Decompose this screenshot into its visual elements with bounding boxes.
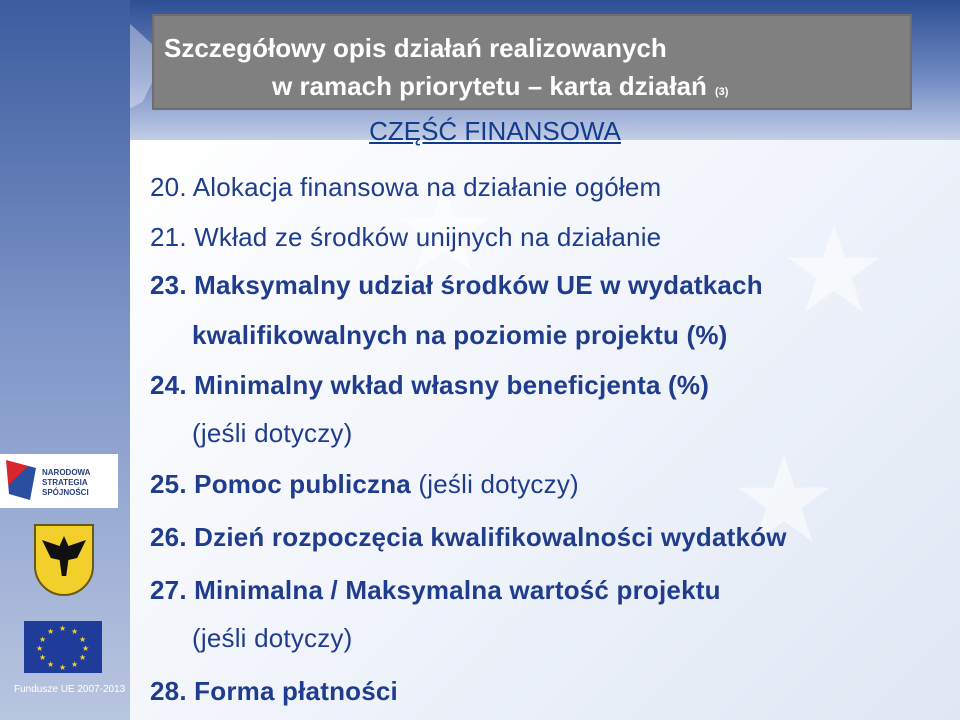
list-item-25-note: (jeśli dotyczy)	[410, 469, 579, 499]
subtitle-text: w ramach priorytetu – karta działań	[272, 71, 707, 101]
nss-logo-line2: STRATEGIA SPÓJNOŚCI	[42, 478, 89, 497]
star-icon: ★	[730, 433, 838, 567]
list-item-25	[150, 469, 579, 500]
section-heading: CZĘŚĆ FINANSOWA	[369, 116, 621, 146]
lower-silesia-crest-icon	[34, 524, 94, 596]
nss-logo-line1: NARODOWA	[42, 468, 91, 477]
list-item-27-note: (jeśli dotyczy)	[192, 623, 353, 653]
list-item-28: 28. Forma płatności	[150, 676, 398, 706]
left-sidebar-band	[0, 0, 130, 720]
eu-funds-caption: Fundusze UE 2007-2013	[14, 684, 126, 695]
list-item-23-continuation: kwalifikowalnych na poziomie projektu (%)	[192, 320, 728, 350]
list-item-21: 21. Wkład ze środków unijnych na działanie	[150, 222, 662, 252]
star-icon: ★	[780, 203, 888, 337]
slide-subtitle	[272, 71, 728, 102]
eagle-icon	[42, 536, 86, 576]
nss-mark-icon	[6, 460, 36, 500]
list-item-24-note: (jeśli dotyczy)	[192, 418, 353, 448]
list-item-23: 23. Maksymalny udział środków UE w wydatkach	[150, 270, 763, 300]
slide-title: Szczegółowy opis działań realizowanych	[164, 33, 667, 63]
star-icon: ★	[390, 163, 498, 297]
list-item-26: 26. Dzień rozpoczęcia kwalifikowalności wydatków	[150, 522, 787, 552]
eu-flag-icon: ★ ★ ★ ★ ★ ★ ★ ★ ★ ★ ★ ★	[24, 621, 102, 673]
nss-logo	[0, 454, 118, 508]
list-item-27: 27. Minimalna / Maksymalna wartość projektu	[150, 575, 721, 605]
list-item-24: 24. Minimalny wkład własny beneficjenta (%)	[150, 370, 710, 400]
list-item-20: 20. Alokacja finansowa na działanie ogółem	[150, 172, 662, 202]
list-item-25-label: 25. Pomoc publiczna	[150, 469, 411, 499]
part-number: (3)	[714, 86, 729, 98]
nss-logo-text	[42, 468, 118, 498]
